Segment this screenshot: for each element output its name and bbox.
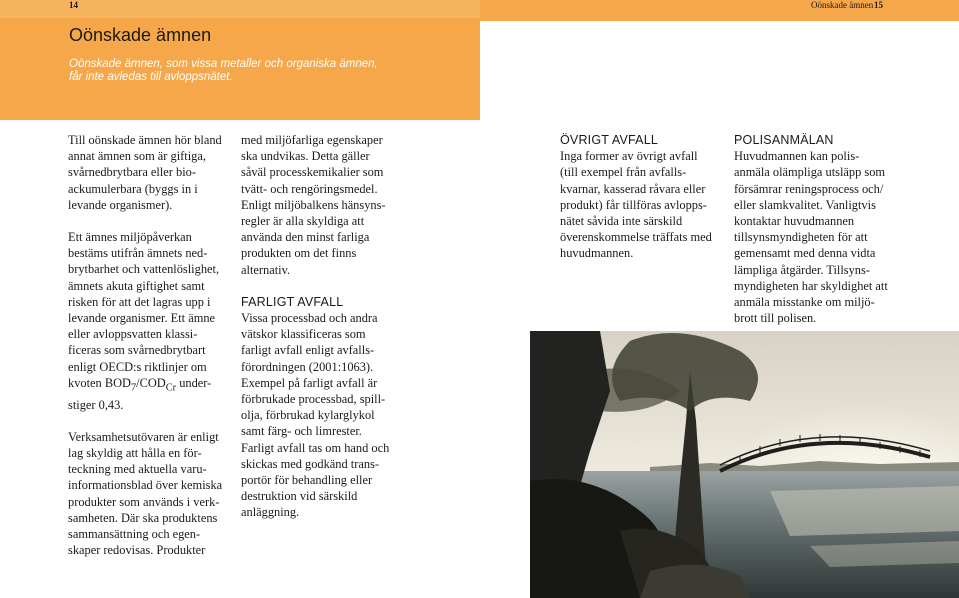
text-line: Huvudmannen kan polis- xyxy=(734,149,860,164)
text-line: sammansättning och egen- xyxy=(68,526,201,541)
text-line: teckning med aktuella varu- xyxy=(68,462,207,477)
right-header-white xyxy=(480,21,959,120)
text-line: ämnets akuta giftighet samt xyxy=(68,278,205,293)
text-column-1 xyxy=(68,132,230,558)
text-line: produkter som används i verk- xyxy=(68,494,220,509)
text-line: anmäla misstanke om miljö- xyxy=(734,295,875,310)
text-line: såväl processkemikalier som xyxy=(241,165,384,180)
text-line: svårnedbrytbara eller bio- xyxy=(68,165,196,180)
text-line: alternativ. xyxy=(241,262,291,277)
text-fragment: /COD xyxy=(136,375,166,390)
text-column-3 xyxy=(560,132,725,262)
text-line: försämrar reningsprocess och/ xyxy=(734,181,884,196)
text-line: använda den minst farliga xyxy=(241,230,370,245)
paragraph xyxy=(241,132,406,278)
text-line: tvätt- och rengöringsmedel. xyxy=(241,181,378,196)
text-line: ackumulerbara (byggs in i xyxy=(68,181,198,196)
page-subtitle xyxy=(69,58,469,84)
page-title: Oönskade ämnen xyxy=(69,25,212,45)
text-line: farligt avfall enligt avfalls- xyxy=(241,343,375,358)
text-line: lag skyldig att hålla en för- xyxy=(68,445,202,460)
text-line: skaper redovisas. Produkter xyxy=(68,543,206,558)
text-column-2 xyxy=(241,132,406,521)
text-line: (till exempel från avfalls- xyxy=(560,165,687,180)
text-line: med miljöfarliga egenskaper xyxy=(241,133,383,147)
text-line: levande organismer). xyxy=(68,197,173,212)
text-line: brytbarhet och vattenlöslighet, xyxy=(68,262,220,277)
paragraph xyxy=(68,132,230,213)
text-line: förordningen (2001:1063). xyxy=(241,359,374,374)
text-line: brott till polisen. xyxy=(734,311,817,326)
text-line: vätskor klassificeras som xyxy=(241,327,366,342)
section-heading-ovrigt-avfall: ÖVRIGT AVFALL xyxy=(560,133,659,147)
text-line: produkten om det finns xyxy=(241,246,357,261)
text-line: Verksamhetsutövaren är enligt xyxy=(68,429,219,444)
text-line: eller slamkvalitet. Vanligtvis xyxy=(734,197,876,212)
text-line: Exempel på farligt avfall är xyxy=(241,375,378,390)
text-line: informationsblad över kemiska xyxy=(68,478,223,493)
text-line: överenskommelse träffats med xyxy=(560,230,712,245)
text-line: förbrukade processbad, spill- xyxy=(241,392,386,407)
text-line: myndigheten har skyldighet att xyxy=(734,278,888,293)
text-line: skickas med godkänd trans- xyxy=(241,456,379,471)
page-number-right: 15 xyxy=(874,0,883,10)
lake-bridge-photo xyxy=(530,331,959,598)
formula-line xyxy=(68,375,230,397)
text-line: tillsynsmyndigheten för att xyxy=(734,230,868,245)
paragraph xyxy=(241,310,406,521)
text-line: levande organismer. Ett ämne xyxy=(68,311,216,326)
text-line: kontaktar huvudmannen xyxy=(734,214,855,229)
text-line: destruktion vid särskild xyxy=(241,489,358,504)
running-head: Oönskade ämnen xyxy=(811,0,874,10)
text-line: ska undvikas. Detta gäller xyxy=(241,149,370,164)
section-heading-polisanmalan: POLISANMÄLAN xyxy=(734,133,834,147)
text-line: anläggning. xyxy=(241,505,300,520)
text-line: olja, förbrukad kylarglykol xyxy=(241,408,375,423)
subscript: Cr xyxy=(165,382,177,394)
text-line: huvudmannen. xyxy=(560,246,634,261)
text-line: bestäms utifrån ämnets ned- xyxy=(68,246,208,261)
paragraph xyxy=(68,429,230,559)
paragraph xyxy=(68,229,230,413)
text-line: Farligt avfall tas om hand och xyxy=(241,440,390,455)
paragraph xyxy=(734,148,904,326)
text-line: produkt) får tillföras avlopps- xyxy=(560,197,707,212)
text-line: Vissa processbad och andra xyxy=(241,311,378,326)
right-header-strip xyxy=(480,0,959,21)
text-line: Till oönskade ämnen hör bland xyxy=(68,133,222,147)
subtitle-line: får inte avledas till avloppsnätet. xyxy=(69,71,233,83)
subscript: 7 xyxy=(130,382,137,394)
text-line: enligt OECD:s riktlinjer om xyxy=(68,359,207,374)
text-fragment: kvoten BOD xyxy=(68,375,131,390)
text-line: regler är alla skyldiga att xyxy=(241,214,365,229)
photo-illustration xyxy=(530,331,959,598)
text-line: Inga former av övrigt avfall xyxy=(560,149,698,164)
text-line: gemensamt med denna vidta xyxy=(734,246,876,261)
text-line: Ett ämnes miljöpåverkan xyxy=(68,230,192,245)
text-line: portör för behandling eller xyxy=(241,473,373,488)
paragraph xyxy=(560,148,725,261)
text-line: anmäla olämpliga utsläpp som xyxy=(734,165,886,180)
text-fragment: under- xyxy=(176,375,212,390)
text-line: ficeras som svårnedbrytbart xyxy=(68,343,206,358)
text-line: Enligt miljöbalkens hänsyns- xyxy=(241,197,386,212)
text-line: stiger 0,43. xyxy=(68,397,124,412)
subtitle-line: Oönskade ämnen, som vissa metaller och organiska ämnen, xyxy=(69,58,378,70)
text-line: kvarnar, kasserad råvara eller xyxy=(560,181,706,196)
text-line: risken för att det lagras upp i xyxy=(68,294,211,309)
section-heading-farligt-avfall: FARLIGT AVFALL xyxy=(241,294,344,309)
text-line: lämpliga åtgärder. Tillsyns- xyxy=(734,262,870,277)
text-line: samt färg- och limrester. xyxy=(241,424,362,439)
text-column-4 xyxy=(734,132,904,326)
text-line: annat ämnen som är giftiga, xyxy=(68,149,206,164)
text-line: samheten. Där ska produktens xyxy=(68,510,218,525)
page-number-left: 14 xyxy=(69,0,78,10)
text-line: eller avloppsvatten klassi- xyxy=(68,327,198,342)
text-line: nätet såvida inte särskild xyxy=(560,214,683,229)
